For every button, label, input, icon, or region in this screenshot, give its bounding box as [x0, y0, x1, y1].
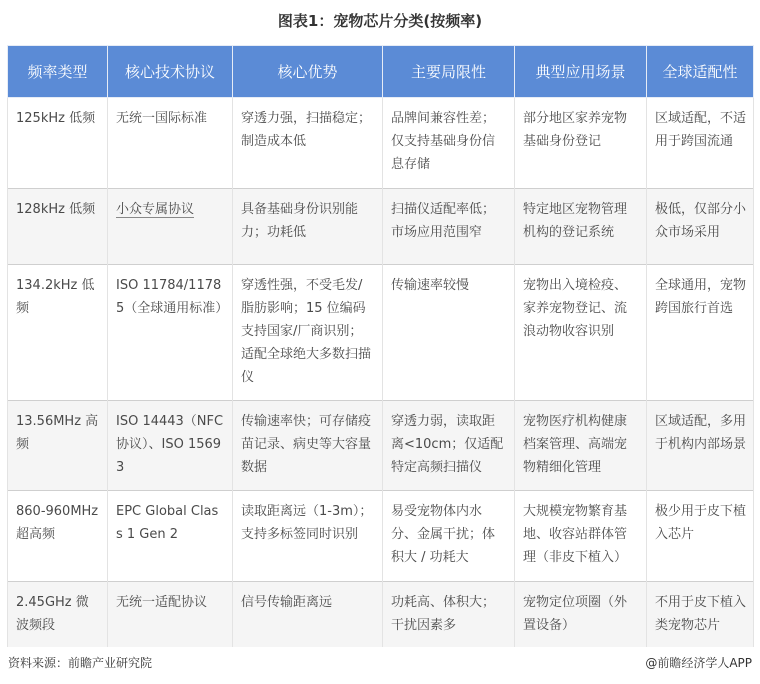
- cell-use-cases: 宠物医疗机构健康档案管理、高端宠物精细化管理: [515, 401, 647, 491]
- cell-global-compat: 极低，仅部分小众市场采用: [647, 189, 754, 265]
- cell-limitations: 传输速率较慢: [383, 265, 515, 401]
- cell-frequency-type: 134.2kHz 低频: [8, 265, 108, 401]
- source-note: 资料来源：前瞻产业研究院: [8, 656, 153, 670]
- header-protocol: 核心技术协议: [108, 46, 233, 98]
- cell-protocol: EPC Global Class 1 Gen 2: [108, 491, 233, 582]
- protocol-link: 小众专属协议: [116, 202, 195, 217]
- cell-global-compat: 不用于皮下植入类宠物芯片: [647, 582, 754, 648]
- cell-advantages: 读取距离远（1-3m）；支持多标签同时识别: [233, 491, 383, 582]
- table-title: 图表1：宠物芯片分类(按频率): [277, 12, 483, 30]
- chip-classification-table: [7, 45, 754, 647]
- cell-frequency-type: 125kHz 低频: [8, 98, 108, 189]
- cell-frequency-type: 2.45GHz 微波频段: [8, 582, 108, 648]
- cell-global-compat: 区域适配，不适用于跨国流通: [647, 98, 754, 189]
- cell-frequency-type: 860-960MHz 超高频: [8, 491, 108, 582]
- cell-advantages: 传输速率快；可存储疫苗记录、病史等大容量数据: [233, 401, 383, 491]
- table-row: [8, 189, 754, 265]
- cell-frequency-type: 13.56MHz 高频: [8, 401, 108, 491]
- cell-limitations: 品牌间兼容性差；仅支持基础身份信息存储: [383, 98, 515, 189]
- cell-protocol: ISO 11784/11785（全球通用标准）: [108, 265, 233, 401]
- header-global-compat: 全球适配性: [647, 46, 754, 98]
- table-row: [8, 401, 754, 491]
- cell-use-cases: 宠物出入境检疫、家养宠物登记、流浪动物收容识别: [515, 265, 647, 401]
- table-row: [8, 98, 754, 189]
- cell-global-compat: 全球通用，宠物跨国旅行首选: [647, 265, 754, 401]
- cell-global-compat: 极少用于皮下植入芯片: [647, 491, 754, 582]
- cell-use-cases: 宠物定位项圈（外置设备）: [515, 582, 647, 648]
- credit-note: @前瞻经济学人APP: [645, 656, 752, 670]
- cell-use-cases: 部分地区家养宠物基础身份登记: [515, 98, 647, 189]
- cell-advantages: 穿透力强，扫描稳定；制造成本低: [233, 98, 383, 189]
- cell-advantages: 穿透性强，不受毛发/脂肪影响；15 位编码支持国家/厂商识别；适配全球绝大多数扫描仪: [233, 265, 383, 401]
- table-row: [8, 491, 754, 582]
- header-use-cases: 典型应用场景: [515, 46, 647, 98]
- cell-use-cases: 特定地区宠物管理机构的登记系统: [515, 189, 647, 265]
- cell-protocol: 无统一国际标准: [108, 98, 233, 189]
- header-limitations: 主要局限性: [383, 46, 515, 98]
- table-row: [8, 582, 754, 648]
- table-row: [8, 265, 754, 401]
- cell-limitations: 穿透力弱，读取距离<10cm；仅适配特定高频扫描仪: [383, 401, 515, 491]
- cell-frequency-type: 128kHz 低频: [8, 189, 108, 265]
- header-advantages: 核心优势: [233, 46, 383, 98]
- cell-use-cases: 大规模宠物繁育基地、收容站群体管理（非皮下植入）: [515, 491, 647, 582]
- cell-protocol: 无统一适配协议: [108, 582, 233, 648]
- cell-advantages: 信号传输距离远: [233, 582, 383, 648]
- header-frequency-type: 频率类型: [8, 46, 108, 98]
- table-header-row: [8, 46, 754, 98]
- cell-limitations: 功耗高、体积大；干扰因素多: [383, 582, 515, 648]
- cell-limitations: 扫描仪适配率低；市场应用范围窄: [383, 189, 515, 265]
- cell-limitations: 易受宠物体内水分、金属干扰；体积大 / 功耗大: [383, 491, 515, 582]
- cell-protocol: [108, 189, 233, 265]
- cell-advantages: 具备基础身份识别能力；功耗低: [233, 189, 383, 265]
- cell-global-compat: 区域适配，多用于机构内部场景: [647, 401, 754, 491]
- cell-protocol: ISO 14443（NFC 协议）、ISO 15693: [108, 401, 233, 491]
